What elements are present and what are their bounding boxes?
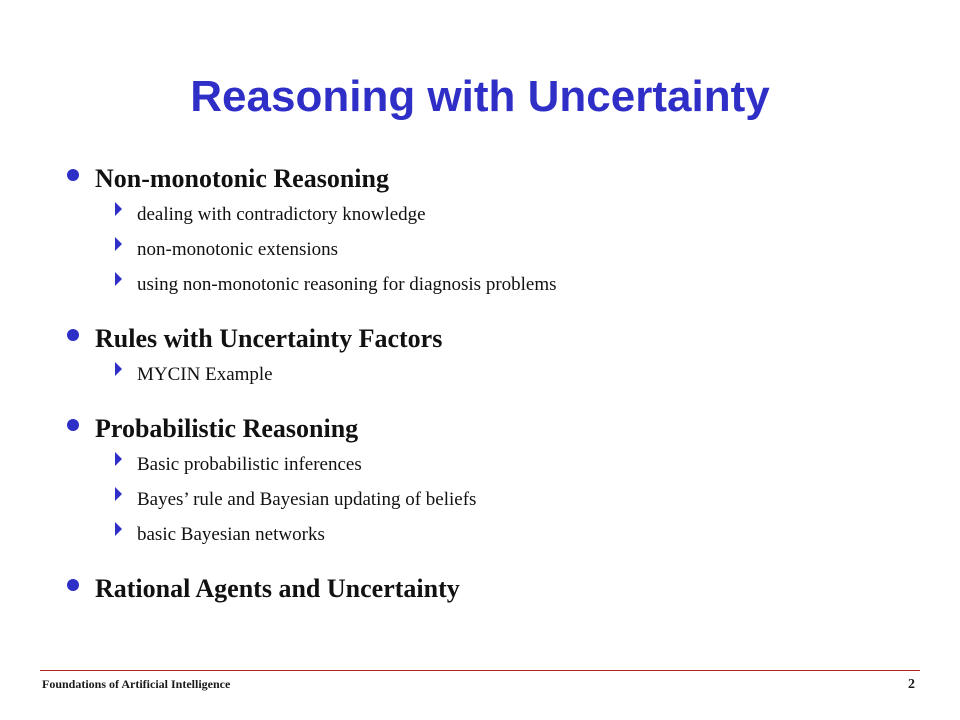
right-triangle-bullet-icon	[115, 522, 122, 536]
level1-bullet	[66, 320, 926, 357]
section-non-monotonic-reasoning	[66, 160, 926, 302]
level2-bullet	[115, 482, 926, 517]
level2-bullet	[115, 267, 926, 302]
section-heading: Rational Agents and Uncertainty	[95, 574, 460, 603]
section-rational-agents	[66, 570, 926, 607]
section-probabilistic-reasoning	[66, 410, 926, 552]
section-heading: Rules with Uncertainty Factors	[95, 324, 443, 353]
sub-list	[115, 197, 926, 302]
section-heading: Non-monotonic Reasoning	[95, 164, 389, 193]
right-triangle-bullet-icon	[115, 272, 122, 286]
level2-bullet	[115, 517, 926, 552]
sub-item-text: Bayes’ rule and Bayesian updating of beliefs	[137, 489, 477, 510]
sub-item-text: MYCIN Example	[137, 364, 273, 385]
level1-bullet	[66, 410, 926, 447]
right-triangle-bullet-icon	[115, 237, 122, 251]
level2-bullet	[115, 232, 926, 267]
sub-item-text: Basic probabilistic inferences	[137, 454, 362, 475]
level2-bullet	[115, 357, 926, 392]
bullet-list	[66, 160, 926, 607]
section-heading: Probabilistic Reasoning	[95, 414, 359, 443]
level2-bullet	[115, 447, 926, 482]
footer-course-title: Foundations of Artificial Intelligence	[42, 677, 231, 691]
level2-bullet	[115, 197, 926, 232]
right-triangle-bullet-icon	[115, 452, 122, 466]
sub-list	[115, 447, 926, 552]
filled-circle-bullet-icon	[67, 329, 79, 341]
filled-circle-bullet-icon	[67, 419, 79, 431]
filled-circle-bullet-icon	[67, 169, 79, 181]
sub-item-text: non-monotonic extensions	[137, 239, 339, 260]
right-triangle-bullet-icon	[115, 362, 122, 376]
level1-bullet	[66, 160, 926, 197]
sub-list	[115, 357, 926, 392]
right-triangle-bullet-icon	[115, 487, 122, 501]
sub-item-text: basic Bayesian networks	[137, 524, 325, 545]
filled-circle-bullet-icon	[67, 579, 79, 591]
footer-divider	[40, 670, 920, 671]
slide-title: Reasoning with Uncertainty	[190, 72, 770, 121]
page-number: 2	[908, 677, 915, 692]
level1-bullet	[66, 570, 926, 607]
sub-item-text: using non-monotonic reasoning for diagnosis problems	[137, 274, 557, 295]
section-rules-with-uncertainty-factors	[66, 320, 926, 392]
right-triangle-bullet-icon	[115, 202, 122, 216]
sub-item-text: dealing with contradictory knowledge	[137, 204, 426, 225]
